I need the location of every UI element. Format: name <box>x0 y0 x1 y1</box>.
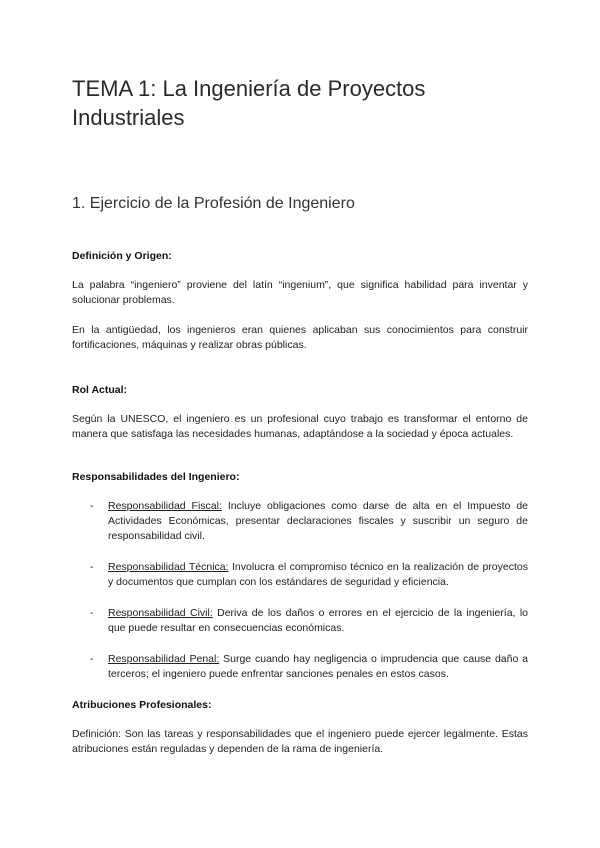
document-title: TEMA 1: La Ingeniería de Proyectos Industriales <box>72 76 426 130</box>
list-item <box>72 652 528 682</box>
list-item <box>72 560 528 590</box>
list-item-text: Deriva de los daños o errores en el ejercicio de la ingeniería, lo que puede resultar en consecuencias económicas. <box>108 607 528 634</box>
definicion-paragraph-1: La palabra “ingeniero” proviene del latín “ingenium”, que significa habilidad para inventar y solucionar problemas. <box>72 279 528 306</box>
responsabilidades-list <box>72 499 528 682</box>
responsabilidades-heading: Responsabilidades del Ingeniero: <box>72 471 240 483</box>
atribuciones-paragraph: Definición: Son las tareas y responsabilidades que el ingeniero puede ejercer legalmente. Estas atribuciones están reguladas y dependen de la rama de ingeniería. <box>72 728 528 755</box>
document-page <box>72 74 528 757</box>
bullet-dash: - <box>90 607 94 619</box>
bullet-dash: - <box>90 561 94 573</box>
list-item-term: Responsabilidad Civil: <box>108 607 213 619</box>
list-item-term: Responsabilidad Fiscal: <box>108 500 222 512</box>
list-item-term: Responsabilidad Penal: <box>108 653 220 665</box>
list-item-text: Incluye obligaciones como darse de alta en el Impuesto de Actividades Económicas, presentar declaraciones fiscales y suscribir un seguro de responsabilidad civil. <box>108 500 528 542</box>
section-heading: 1. Ejercicio de la Profesión de Ingeniero <box>72 195 355 212</box>
list-item-text: Surge cuando hay negligencia o imprudencia que cause daño a terceros; el ingeniero puede enfrentar sanciones penales en estos casos. <box>108 653 529 680</box>
rol-paragraph: Según la UNESCO, el ingeniero es un profesional cuyo trabajo es transformar el entorno de manera que satisfaga las necesidades humanas, adaptándose a la sociedad y época actuales. <box>72 413 528 440</box>
definicion-paragraph-2: En la antigüedad, los ingenieros eran quienes aplicaban sus conocimientos para construir fortificaciones, máquinas y realizar obras públicas. <box>72 324 528 351</box>
definicion-heading: Definición y Origen: <box>72 250 172 262</box>
bullet-dash: - <box>90 653 94 665</box>
list-item <box>72 606 528 636</box>
atribuciones-heading: Atribuciones Profesionales: <box>72 699 212 711</box>
rol-heading: Rol Actual: <box>72 384 128 396</box>
list-item-text: Involucra el compromiso técnico en la realización de proyectos y documentos que cumplan con los estándares de seguridad y eficiencia. <box>108 561 528 588</box>
list-item <box>72 499 528 544</box>
list-item-term: Responsabilidad Técnica: <box>108 561 229 573</box>
bullet-dash: - <box>90 500 94 512</box>
